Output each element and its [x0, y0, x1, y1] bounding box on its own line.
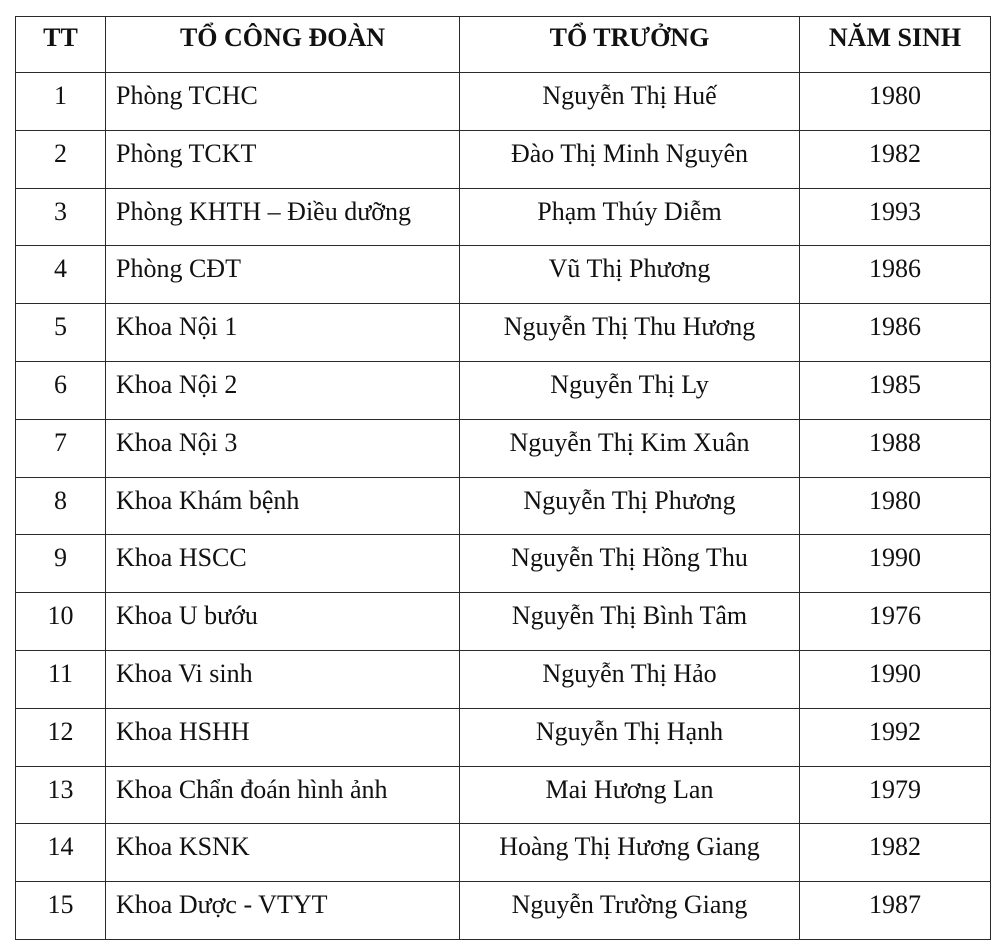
cell-group-leader: Nguyễn Thị Thu Hương	[460, 304, 800, 362]
cell-birth-year: 1982	[800, 130, 991, 188]
table-row	[16, 824, 991, 882]
cell-tt: 11	[16, 650, 106, 708]
cell-birth-year: 1987	[800, 882, 991, 940]
cell-group-leader: Nguyễn Thị Bình Tâm	[460, 593, 800, 651]
cell-birth-year: 1982	[800, 824, 991, 882]
cell-group-leader: Nguyễn Thị Hồng Thu	[460, 535, 800, 593]
table-body	[16, 73, 991, 940]
cell-union-group: Khoa Khám bệnh	[106, 477, 460, 535]
cell-group-leader: Nguyễn Thị Phương	[460, 477, 800, 535]
cell-tt: 12	[16, 708, 106, 766]
cell-birth-year: 1988	[800, 419, 991, 477]
cell-tt: 1	[16, 73, 106, 131]
table-row	[16, 766, 991, 824]
cell-union-group: Khoa KSNK	[106, 824, 460, 882]
cell-group-leader: Nguyễn Thị Hảo	[460, 650, 800, 708]
table-row	[16, 73, 991, 131]
cell-tt: 15	[16, 882, 106, 940]
cell-tt: 14	[16, 824, 106, 882]
cell-group-leader: Hoàng Thị Hương Giang	[460, 824, 800, 882]
cell-birth-year: 1976	[800, 593, 991, 651]
table-row	[16, 246, 991, 304]
table-row	[16, 477, 991, 535]
table-row	[16, 650, 991, 708]
cell-birth-year: 1993	[800, 188, 991, 246]
cell-birth-year: 1980	[800, 73, 991, 131]
table-row	[16, 708, 991, 766]
table-row	[16, 361, 991, 419]
cell-group-leader: Đào Thị Minh Nguyên	[460, 130, 800, 188]
table-header	[16, 17, 991, 73]
table-row	[16, 304, 991, 362]
cell-birth-year: 1990	[800, 650, 991, 708]
cell-tt: 8	[16, 477, 106, 535]
cell-group-leader: Nguyễn Thị Hạnh	[460, 708, 800, 766]
cell-union-group: Khoa Nội 1	[106, 304, 460, 362]
cell-union-group: Khoa Chẩn đoán hình ảnh	[106, 766, 460, 824]
cell-union-group: Khoa Dược - VTYT	[106, 882, 460, 940]
cell-birth-year: 1985	[800, 361, 991, 419]
cell-tt: 9	[16, 535, 106, 593]
cell-birth-year: 1980	[800, 477, 991, 535]
cell-tt: 5	[16, 304, 106, 362]
cell-tt: 10	[16, 593, 106, 651]
cell-group-leader: Vũ Thị Phương	[460, 246, 800, 304]
cell-group-leader: Nguyễn Thị Huế	[460, 73, 800, 131]
table-row	[16, 419, 991, 477]
cell-group-leader: Mai Hương Lan	[460, 766, 800, 824]
cell-tt: 13	[16, 766, 106, 824]
cell-union-group: Phòng TCKT	[106, 130, 460, 188]
cell-tt: 2	[16, 130, 106, 188]
header-tt: TT	[16, 17, 106, 73]
cell-union-group: Phòng KHTH – Điều dưỡng	[106, 188, 460, 246]
cell-union-group: Khoa Vi sinh	[106, 650, 460, 708]
cell-birth-year: 1986	[800, 246, 991, 304]
table-row	[16, 593, 991, 651]
cell-group-leader: Phạm Thúy Diễm	[460, 188, 800, 246]
cell-tt: 7	[16, 419, 106, 477]
cell-tt: 4	[16, 246, 106, 304]
header-union-group: TỔ CÔNG ĐOÀN	[106, 17, 460, 73]
cell-group-leader: Nguyễn Trường Giang	[460, 882, 800, 940]
header-birth-year: NĂM SINH	[800, 17, 991, 73]
cell-tt: 6	[16, 361, 106, 419]
cell-birth-year: 1990	[800, 535, 991, 593]
cell-birth-year: 1992	[800, 708, 991, 766]
table-row	[16, 130, 991, 188]
cell-group-leader: Nguyễn Thị Kim Xuân	[460, 419, 800, 477]
cell-union-group: Khoa HSHH	[106, 708, 460, 766]
cell-birth-year: 1986	[800, 304, 991, 362]
table-row	[16, 188, 991, 246]
cell-union-group: Khoa U bướu	[106, 593, 460, 651]
cell-union-group: Phòng CĐT	[106, 246, 460, 304]
table-row	[16, 882, 991, 940]
cell-union-group: Khoa Nội 2	[106, 361, 460, 419]
cell-tt: 3	[16, 188, 106, 246]
header-row	[16, 17, 991, 73]
cell-union-group: Phòng TCHC	[106, 73, 460, 131]
header-group-leader: TỔ TRƯỞNG	[460, 17, 800, 73]
union-groups-table	[15, 16, 991, 940]
cell-union-group: Khoa HSCC	[106, 535, 460, 593]
table-row	[16, 535, 991, 593]
cell-group-leader: Nguyễn Thị Ly	[460, 361, 800, 419]
cell-birth-year: 1979	[800, 766, 991, 824]
cell-union-group: Khoa Nội 3	[106, 419, 460, 477]
